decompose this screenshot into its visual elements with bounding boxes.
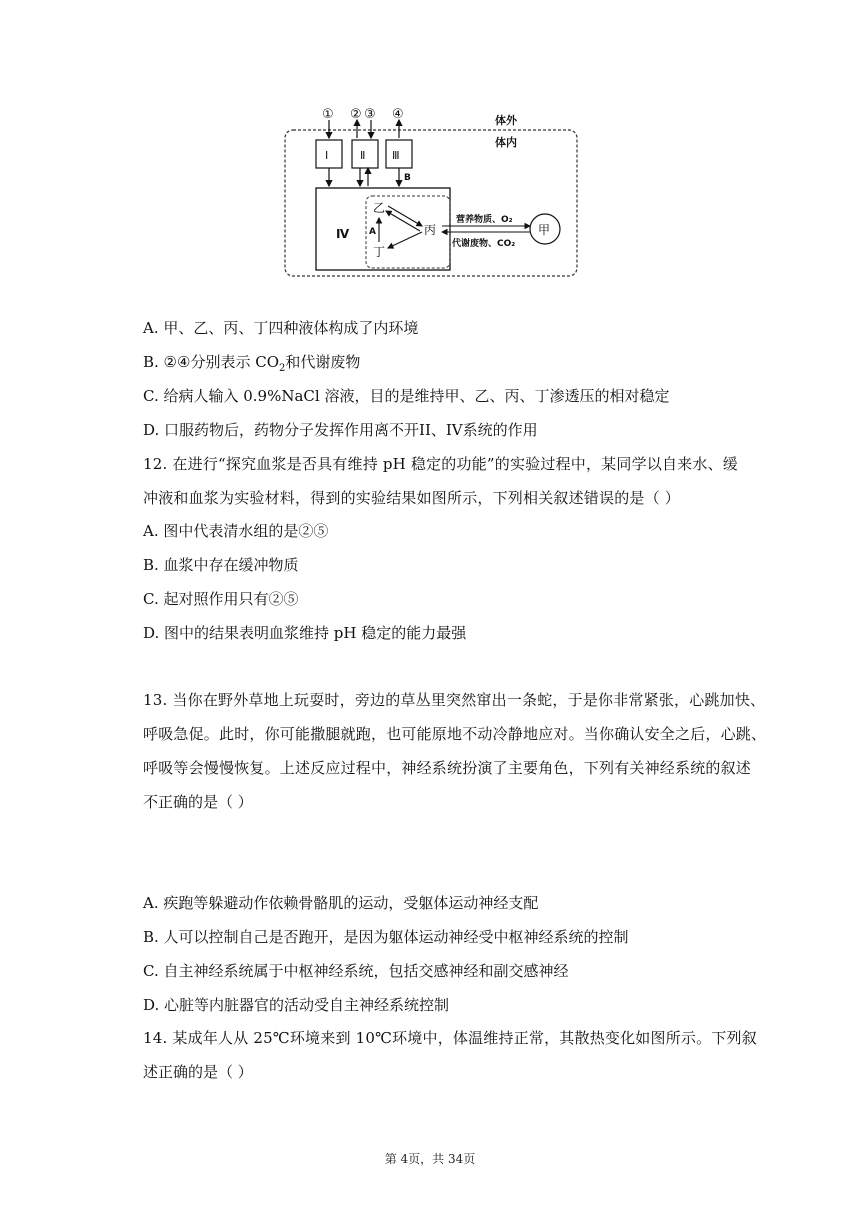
page-footer: 第 4页，共 34页 (384, 1152, 476, 1166)
system-box-1 (316, 140, 342, 168)
q13-option-b: B. 人可以控制自己是否跑开，是因为躯体运动神经受中枢神经系统的控制 (143, 928, 629, 946)
q12-option-b: B. 血浆中存在缓冲物质 (143, 556, 299, 574)
q11-option-c: C. 给病人输入 0.9%NaCl 溶液，目的是维持甲、乙、丙、丁渗透压的相对稳定 (143, 387, 670, 405)
q12-option-a: A. 图中代表清水组的是②⑤ (143, 522, 329, 540)
system-label-2: Ⅱ (360, 149, 366, 162)
label-a: A (369, 227, 376, 237)
internal-environment-diagram (280, 100, 580, 280)
system-label-4: Ⅳ (336, 227, 350, 241)
system-label-1: Ⅰ (325, 149, 329, 162)
q11-option-b-post: 和代谢废物 (285, 353, 361, 371)
arrow-label-4: ④ (392, 107, 404, 122)
fluid-bing: 丙 (424, 223, 437, 237)
system-label-3: Ⅲ (392, 149, 400, 162)
q12-stem-line-1: 12. 在进行“探究血浆是否具有维持 pH 稳定的功能”的实验过程中，某同学以自来水、缓 (143, 455, 738, 473)
fluid-ding: 丁 (373, 245, 386, 259)
q11-option-b-sub: 2 (279, 363, 286, 374)
inside-label: 体内 (495, 136, 517, 149)
fluid-jia: 甲 (538, 223, 551, 237)
q13-stem-line-3: 呼吸等会慢慢恢复。上述反应过程中，神经系统扮演了主要角色，下列有关神经系统的叙述 (143, 759, 752, 777)
outside-label: 体外 (495, 114, 517, 127)
exchange-out-label: 代谢废物、CO₂ (452, 239, 516, 249)
q11-option-d: D. 口服药物后，药物分子发挥作用离不开II、IV系统的作用 (143, 421, 538, 439)
fluid-yi: 乙 (373, 201, 386, 215)
label-b: B (404, 173, 411, 183)
arrow-label-1: ① (322, 107, 334, 122)
q13-option-d: D. 心脏等内脏器官的活动受自主神经系统控制 (143, 996, 450, 1014)
q11-option-b-pre: B. ②④分别表示 CO (143, 353, 279, 371)
q12-option-d: D. 图中的结果表明血浆维持 pH 稳定的能力最强 (143, 624, 467, 642)
exchange-in-label: 营养物质、O₂ (456, 215, 513, 225)
q13-stem-line-4: 不正确的是（ ） (143, 793, 253, 811)
q12-stem-line-2: 冲液和血浆为实验材料，得到的实验结果如图所示，下列相关叙述错误的是（ ） (143, 489, 680, 507)
q12-option-c: C. 起对照作用只有②⑤ (143, 590, 299, 608)
q14-stem-line-2: 述正确的是（ ） (143, 1063, 253, 1081)
q11-option-b (143, 352, 360, 379)
q14-stem-line-1: 14. 某成年人从 25℃环境来到 10℃环境中，体温维持正常，其散热变化如图所示。下列叙 (143, 1029, 757, 1047)
arrow-label-2: ② (350, 107, 362, 122)
q13-option-c: C. 自主神经系统属于中枢神经系统，包括交感神经和副交感神经 (143, 962, 569, 980)
arrow-label-3: ③ (364, 107, 376, 122)
q13-stem-line-1: 13. 当你在野外草地上玩耍时，旁边的草丛里突然窜出一条蛇，于是你非常紧张，心跳加快、 (143, 691, 766, 709)
q13-stem-line-2: 呼吸急促。此时，你可能撒腿就跑，也可能原地不动冷静地应对。当你确认安全之后，心跳、 (143, 725, 767, 743)
q13-option-a: A. 疾跑等躲避动作依赖骨骼肌的运动，受躯体运动神经支配 (143, 894, 539, 912)
q11-option-a: A. 甲、乙、丙、丁四种液体构成了内环境 (143, 319, 419, 337)
